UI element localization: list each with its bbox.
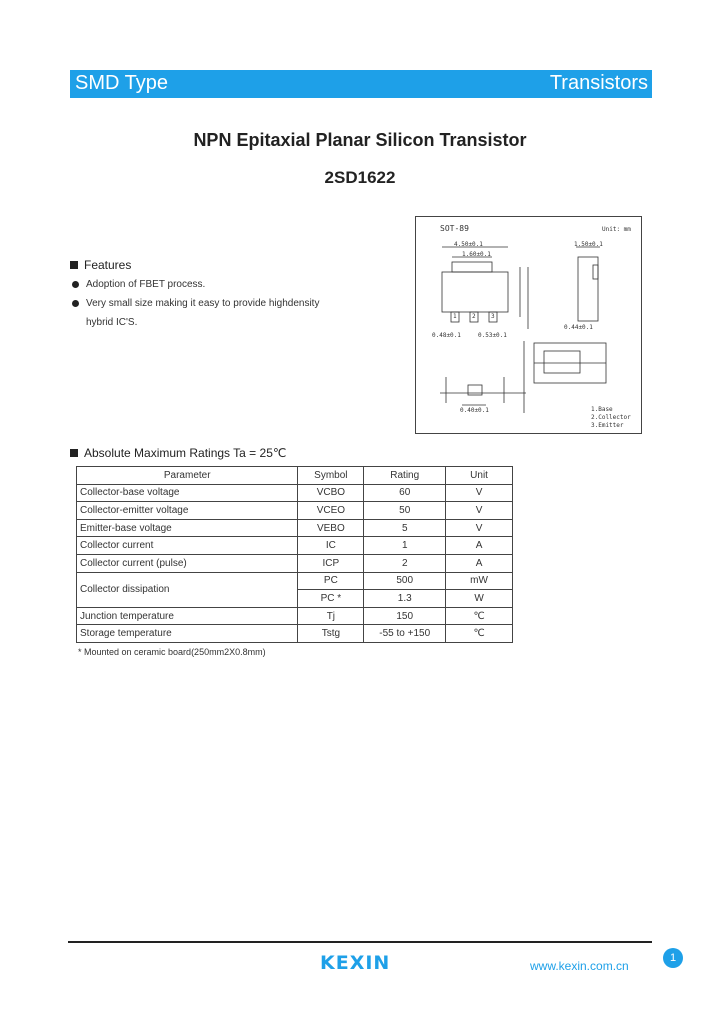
header-left-label: SMD Type [75,72,168,94]
ratings-heading [70,446,286,460]
package-body-top [442,272,508,312]
pin-legend-emitter: 3.Emitter [591,422,624,429]
table-row [77,537,513,555]
pin-legend-base: 1.Base [591,406,613,413]
document-title: NPN Epitaxial Planar Silicon Transistor [193,130,527,150]
dim-label-8: 0.40±0.1 [460,407,489,414]
list-item [70,279,319,298]
ratings-heading-text: Absolute Maximum Ratings Ta = 25℃ [84,446,287,460]
square-bullet-icon [70,449,78,457]
package-unit: Unit: mm [602,226,631,233]
package-drawing [415,216,642,434]
square-bullet-icon [70,261,78,269]
symbol-cell: VCBO [298,484,364,502]
package-outline-svg [416,217,641,433]
pin-legend-collector: 2.Collector [591,414,631,421]
feature-text: Very small size making it easy to provide highdensity [86,298,320,309]
unit-cell: A [446,537,513,555]
table-footnote: * Mounted on ceramic board(250mm2X0.8mm) [78,647,266,657]
rating-cell: 1 [364,537,446,555]
unit-cell: V [446,484,513,502]
page-number: 1 [663,948,683,968]
pin-label-1: 1 [453,313,457,320]
rating-cell: -55 to +150 [364,625,446,643]
bullet-dot-icon [72,281,79,288]
column-header: Symbol [298,467,364,485]
column-header: Parameter [77,467,298,485]
table-row [77,572,513,590]
table-row [77,607,513,625]
symbol-cell: IC [298,537,364,555]
rating-cell: 1.3 [364,590,446,608]
param-cell: Collector-emitter voltage [77,502,298,520]
front-body [468,385,482,395]
unit-cell: V [446,519,513,537]
table-header-row [77,467,513,485]
package-side-body [578,257,598,321]
param-cell: Collector dissipation [77,572,298,607]
dim-label-7: 0.53±0.1 [478,332,507,339]
rating-cell: 50 [364,502,446,520]
rating-cell: 150 [364,607,446,625]
table-row [77,625,513,643]
column-header: Rating [364,467,446,485]
symbol-cell: Tj [298,607,364,625]
param-cell: Emitter-base voltage [77,519,298,537]
kexin-logo: KEXIN [320,952,391,974]
part-number: 2SD1622 [324,168,396,187]
param-cell: Collector current [77,537,298,555]
list-item [70,298,319,317]
unit-cell: A [446,554,513,572]
dim-label-3: 1.50±0.1 [574,241,603,248]
unit-cell: mW [446,572,513,590]
dim-label-10: 0.44±0.1 [564,324,593,331]
feature-continuation: hybrid IC'S. [86,317,138,328]
features-heading-text: Features [84,258,132,272]
table-row [77,502,513,520]
rating-cell: 5 [364,519,446,537]
header-right-label: Transistors [549,72,648,94]
column-header: Unit [446,467,513,485]
website-link[interactable]: www.kexin.com.cn [530,959,629,973]
symbol-cell: PC * [298,590,364,608]
dim-label-1: 4.50±0.1 [454,241,483,248]
symbol-cell: Tstg [298,625,364,643]
symbol-cell: VEBO [298,519,364,537]
param-cell: Collector-base voltage [77,484,298,502]
package-name: SOT-89 [440,224,469,233]
unit-cell: ℃ [446,607,513,625]
bullet-dot-icon [72,300,79,307]
param-cell: Collector current (pulse) [77,554,298,572]
table-row [77,484,513,502]
header-banner [70,70,652,98]
symbol-cell: PC [298,572,364,590]
pin-label-3: 3 [491,313,495,320]
table-row [77,519,513,537]
dim-label-6: 0.48±0.1 [432,332,461,339]
rating-cell: 60 [364,484,446,502]
feature-text: Adoption of FBET process. [86,279,206,290]
features-list [70,279,319,331]
table-row [77,554,513,572]
unit-cell: W [446,590,513,608]
unit-cell: ℃ [446,625,513,643]
symbol-cell: VCEO [298,502,364,520]
footer-divider [68,941,652,943]
rating-cell: 2 [364,554,446,572]
unit-cell: V [446,502,513,520]
param-cell: Storage temperature [77,625,298,643]
package-tab [452,262,492,272]
symbol-cell: ICP [298,554,364,572]
ratings-table [76,466,513,643]
features-heading [70,258,131,272]
rating-cell: 500 [364,572,446,590]
package-side-tab [593,265,598,279]
pin-label-2: 2 [472,313,476,320]
dim-label-2: 1.60±0.1 [462,251,491,258]
param-cell: Junction temperature [77,607,298,625]
package-bottom-pad [544,351,580,373]
